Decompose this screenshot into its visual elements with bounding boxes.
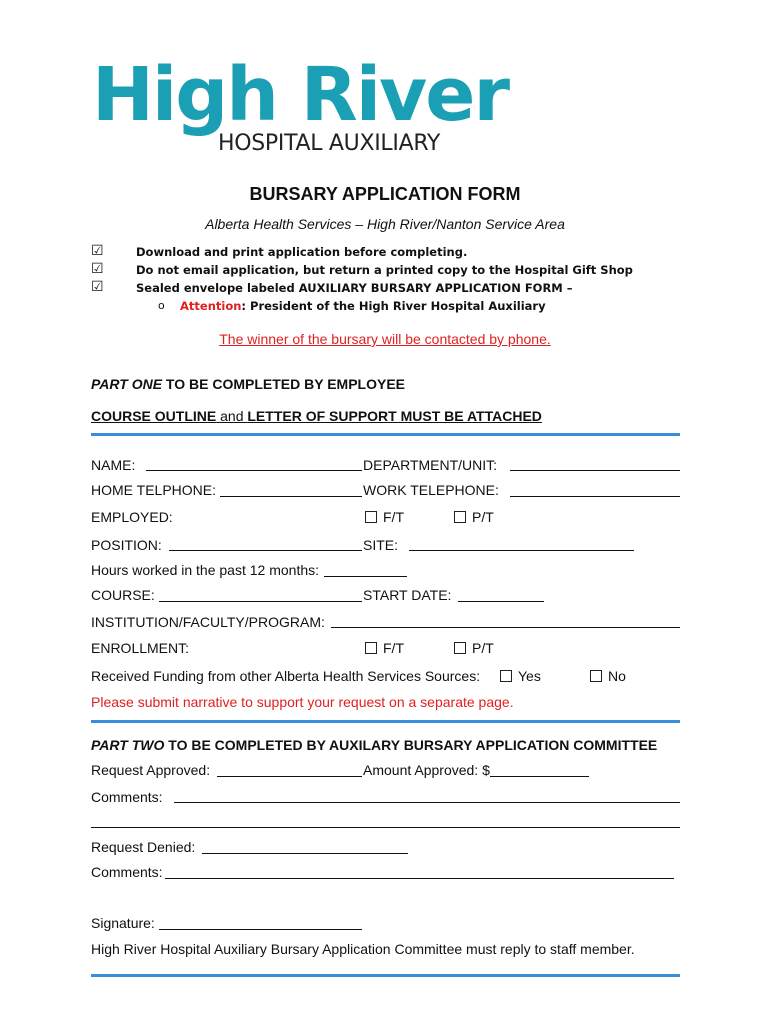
enrollment-ft-option[interactable] [365, 640, 404, 656]
denied-comments-field[interactable] [165, 878, 674, 879]
committee-footer-note: High River Hospital Auxiliary Bursary Application Committee must reply to staff member. [91, 941, 635, 957]
checked-box-icon: ☑ [91, 243, 104, 259]
form-subtitle: Alberta Health Services – High River/Nanton Service Area [205, 216, 565, 232]
sub-bullet: o [158, 299, 165, 312]
funding-no-label: No [608, 668, 626, 684]
attachment-requirement [91, 408, 542, 424]
employed-ft-option[interactable] [365, 509, 404, 525]
part-two-text: TO BE COMPLETED BY AUXILARY BURSARY APPLICATION COMMITTEE [164, 737, 658, 753]
attention-text: : President of the High River Hospital Auxiliary [241, 299, 546, 313]
funding-label: Received Funding from other Alberta Health Services Sources: [91, 668, 481, 684]
request-denied-field[interactable] [202, 853, 408, 854]
hours-worked-field[interactable] [324, 576, 407, 577]
department-field[interactable] [510, 470, 680, 471]
hours-worked-label: Hours worked in the past 12 months: [91, 562, 320, 578]
enrollment-pt-label: P/T [472, 640, 494, 656]
amount-approved-label: Amount Approved: $ [363, 762, 490, 778]
enrollment-ft-label: F/T [383, 640, 404, 656]
checkbox-icon[interactable] [365, 511, 377, 523]
part-one-heading [91, 376, 405, 392]
name-field[interactable] [146, 470, 362, 471]
attach-course-outline: COURSE OUTLINE [91, 408, 217, 424]
employed-pt-option[interactable] [454, 509, 494, 525]
start-date-label: START DATE: [363, 587, 452, 603]
part-one-text: TO BE COMPLETED BY EMPLOYEE [162, 376, 406, 392]
attention-line [180, 299, 546, 313]
employed-ft-label: F/T [383, 509, 404, 525]
section-divider [91, 974, 680, 977]
institution-field[interactable] [331, 627, 680, 628]
funding-yes-option[interactable] [500, 668, 541, 684]
denied-comments-label: Comments: [91, 864, 163, 880]
course-field[interactable] [159, 601, 362, 602]
section-divider [91, 433, 680, 436]
instruction-item: Do not email application, but return a printed copy to the Hospital Gift Shop [136, 263, 633, 277]
signature-field[interactable] [159, 929, 362, 930]
funding-yes-label: Yes [518, 668, 541, 684]
instruction-item: Download and print application before completing. [136, 245, 468, 259]
comments-field[interactable] [174, 802, 680, 803]
enrollment-pt-option[interactable] [454, 640, 494, 656]
winner-notice: The winner of the bursary will be contacted by phone. [219, 331, 551, 347]
name-label: NAME: [91, 457, 136, 473]
checkbox-icon[interactable] [454, 511, 466, 523]
section-divider [91, 720, 680, 723]
funding-no-option[interactable] [590, 668, 626, 684]
request-approved-field[interactable] [217, 776, 362, 777]
checkbox-icon[interactable] [590, 670, 602, 682]
logo-subtitle: HOSPITAL AUXILIARY [218, 131, 441, 156]
instruction-item: Sealed envelope labeled AUXILIARY BURSARY APPLICATION FORM – [136, 281, 573, 295]
course-label: COURSE: [91, 587, 155, 603]
checked-box-icon: ☑ [91, 279, 104, 295]
attention-label: Attention [180, 299, 242, 313]
attach-letter-of-support: LETTER OF SUPPORT MUST BE ATTACHED [247, 408, 542, 424]
home-telephone-label: HOME TELPHONE: [91, 482, 216, 498]
part-one-prefix: PART ONE [91, 376, 163, 392]
institution-label: INSTITUTION/FACULTY/PROGRAM: [91, 614, 325, 630]
attach-and: and [216, 408, 248, 424]
checkbox-icon[interactable] [500, 670, 512, 682]
checkbox-icon[interactable] [365, 642, 377, 654]
request-denied-label: Request Denied: [91, 839, 196, 855]
comments-field-line-2[interactable] [91, 827, 680, 828]
work-telephone-label: WORK TELEPHONE: [363, 482, 499, 498]
request-approved-label: Request Approved: [91, 762, 211, 778]
form-title: BURSARY APPLICATION FORM [249, 184, 521, 204]
checked-box-icon: ☑ [91, 261, 104, 277]
part-two-heading [91, 737, 657, 753]
logo-title: High River [92, 52, 508, 138]
employed-pt-label: P/T [472, 509, 494, 525]
department-label: DEPARTMENT/UNIT: [363, 457, 498, 473]
signature-label: Signature: [91, 915, 155, 931]
narrative-notice: Please submit narrative to support your request on a separate page. [91, 694, 514, 710]
site-label: SITE: [363, 537, 399, 553]
site-field[interactable] [409, 550, 634, 551]
position-label: POSITION: [91, 537, 162, 553]
enrollment-label: ENROLLMENT: [91, 640, 190, 656]
employed-label: EMPLOYED: [91, 509, 173, 525]
comments-label: Comments: [91, 789, 163, 805]
position-field[interactable] [169, 550, 362, 551]
amount-approved-field[interactable] [490, 776, 589, 777]
start-date-field[interactable] [458, 601, 544, 602]
part-two-prefix: PART TWO [91, 737, 165, 753]
checkbox-icon[interactable] [454, 642, 466, 654]
work-telephone-field[interactable] [510, 496, 680, 497]
home-telephone-field[interactable] [220, 496, 362, 497]
